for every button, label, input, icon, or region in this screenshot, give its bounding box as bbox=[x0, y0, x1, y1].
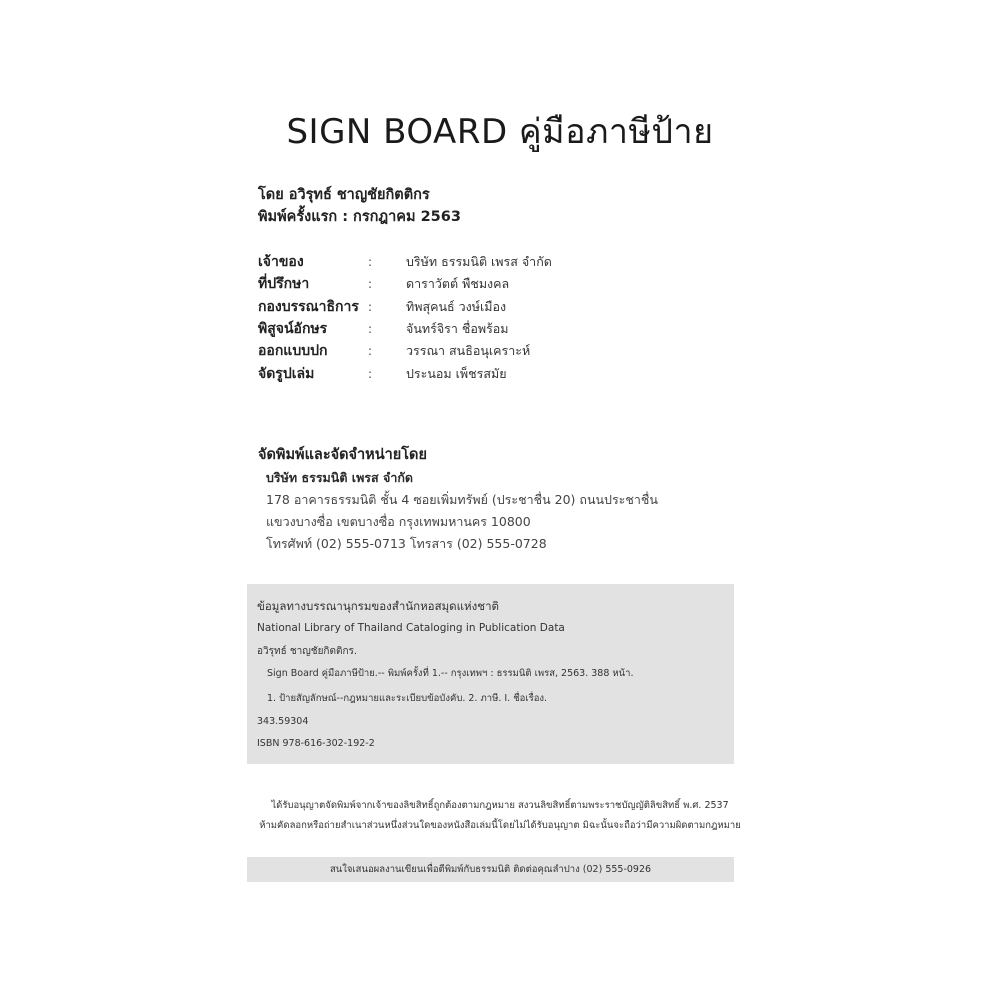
catalog-isbn: ISBN 978-616-302-192-2 bbox=[257, 738, 375, 749]
credit-separator: : bbox=[368, 322, 373, 337]
author-line: โดย อวิรุทธ์ ชาญชัยกิตติกร bbox=[258, 187, 430, 203]
catalog-heading-english: National Library of Thailand Cataloging in Publication Data bbox=[257, 622, 565, 634]
publisher-details bbox=[266, 467, 658, 555]
book-title: SIGN BOARD คู่มือภาษีป้าย bbox=[286, 112, 714, 152]
credit-role: จัดรูปเล่ม bbox=[258, 365, 315, 382]
credit-separator: : bbox=[368, 299, 373, 314]
contact-text: สนใจเสนอผลงานเขียนเพื่อตีพิมพ์กับธรรมนิติ ติดต่อคุณลำปาง (02) 555-0926 bbox=[329, 864, 652, 875]
credit-separator: : bbox=[368, 255, 373, 270]
credit-role: เจ้าของ bbox=[258, 254, 304, 271]
credit-separator: : bbox=[368, 366, 373, 381]
credit-name: จันทร์จิรา ชื่อพร้อม bbox=[406, 321, 509, 337]
publisher-heading: จัดพิมพ์และจัดจำหน่ายโดย bbox=[258, 447, 427, 463]
credit-role: พิสูจน์อักษร bbox=[258, 321, 328, 338]
credit-name: ประนอม เพ็ชรสมัย bbox=[406, 365, 507, 381]
credit-name: วรรณา สนธิอนุเคราะห์ bbox=[406, 343, 531, 359]
edition-line: พิมพ์ครั้งแรก : กรกฎาคม 2563 bbox=[258, 209, 461, 225]
credit-role: กองบรรณาธิการ bbox=[258, 298, 359, 315]
catalog-entry: Sign Board คู่มือภาษีป้าย.-- พิมพ์ครั้งที่ 1.-- กรุงเทพฯ : ธรรมนิติ เพรส, 2563. 388 หน้า. bbox=[267, 668, 634, 679]
credit-row bbox=[258, 362, 552, 384]
contact-box bbox=[247, 857, 734, 882]
catalog-subjects: 1. ป้ายสัญลักษณ์--กฎหมายและระเบียบข้อบังคับ. 2. ภาษี. I. ชื่อเรื่อง. bbox=[267, 693, 548, 704]
credits-list bbox=[258, 251, 552, 385]
credit-separator: : bbox=[368, 344, 373, 359]
publisher-address-line-2: แขวงบางซื่อ เขตบางซื่อ กรุงเทพมหานคร 10800 bbox=[266, 514, 531, 529]
credit-row bbox=[258, 251, 552, 273]
catalog-heading: ข้อมูลทางบรรณานุกรมของสำนักหอสมุดแห่งชาติ bbox=[257, 599, 499, 613]
publisher-name: บริษัท ธรรมนิติ เพรส จำกัด bbox=[266, 470, 414, 485]
publisher-address-line-1: 178 อาคารธรรมนิติ ชั้น 4 ซอยเพิ่มทรัพย์ (ประชาชื่น 20) ถนนประชาชื่น bbox=[266, 492, 658, 507]
catalog-classification: 343.59304 bbox=[257, 716, 309, 727]
credit-role: ที่ปรึกษา bbox=[258, 276, 310, 293]
credit-role: ออกแบบปก bbox=[258, 343, 328, 360]
catalog-data-box bbox=[247, 584, 734, 764]
copyright-line-2: ห้ามคัดลอกหรือถ่ายสำเนาส่วนหนึ่งส่วนใดของหนังสือเล่มนี้โดยไม่ได้รับอนุญาต มิฉะนั้นจะถือว่ามีความผิดตามกฎหมาย bbox=[259, 820, 741, 831]
credit-row bbox=[258, 296, 552, 318]
publisher-phone: โทรศัพท์ (02) 555-0713 โทรสาร (02) 555-0728 bbox=[266, 536, 547, 551]
author-block bbox=[258, 184, 461, 228]
credit-name: ดาราวัตต์ พืชมงคล bbox=[406, 276, 510, 292]
catalog-author: อวิรุทธ์ ชาญชัยกิตติกร. bbox=[257, 646, 358, 657]
credit-separator: : bbox=[368, 277, 373, 292]
copyright-notice bbox=[0, 796, 1000, 836]
copyright-line-1: ได้รับอนุญาตจัดพิมพ์จากเจ้าของลิขสิทธิ์ถูกต้องตามกฎหมาย สงวนลิขสิทธิ์ตามพระราชบัญญัติลิขสิทธิ์ พ.ศ. 2537 bbox=[271, 800, 729, 811]
credit-row bbox=[258, 318, 552, 340]
credit-row bbox=[258, 273, 552, 295]
credit-row bbox=[258, 340, 552, 362]
credit-name: ทิพสุคนธ์ วงษ์เมือง bbox=[406, 298, 507, 314]
credit-name: บริษัท ธรรมนิติ เพรส จำกัด bbox=[406, 254, 552, 270]
